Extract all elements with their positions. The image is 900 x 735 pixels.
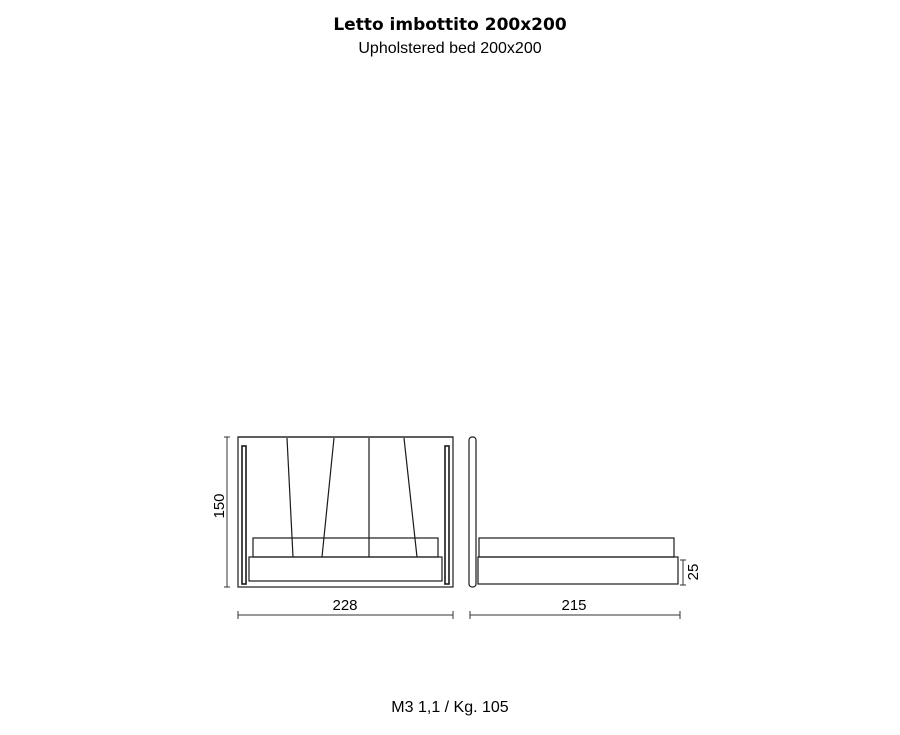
bed-base-side [478, 557, 678, 584]
drawing-title: Letto imbottito 200x200 [333, 15, 567, 35]
frame-height-dimension-label: 25 [685, 563, 702, 581]
mattress-side [479, 538, 674, 557]
headboard-side [469, 437, 476, 587]
headboard-outline [238, 437, 453, 587]
left-side-panel [242, 446, 246, 584]
drawing-subtitle: Upholstered bed 200x200 [358, 40, 542, 57]
headboard-seam-1 [287, 438, 293, 557]
side-view [469, 437, 702, 619]
length-dimension-label: 215 [561, 597, 587, 614]
width-dimension-label: 228 [332, 597, 358, 614]
height-dimension-label: 150 [211, 493, 228, 519]
specs-footer: M3 1,1 / Kg. 105 [391, 699, 509, 716]
front-view [211, 437, 453, 619]
headboard-seam-2 [322, 438, 334, 557]
bed-base-front [249, 557, 442, 581]
right-side-panel [445, 446, 449, 584]
mattress-front [253, 538, 438, 557]
headboard-seam-4 [404, 438, 417, 557]
